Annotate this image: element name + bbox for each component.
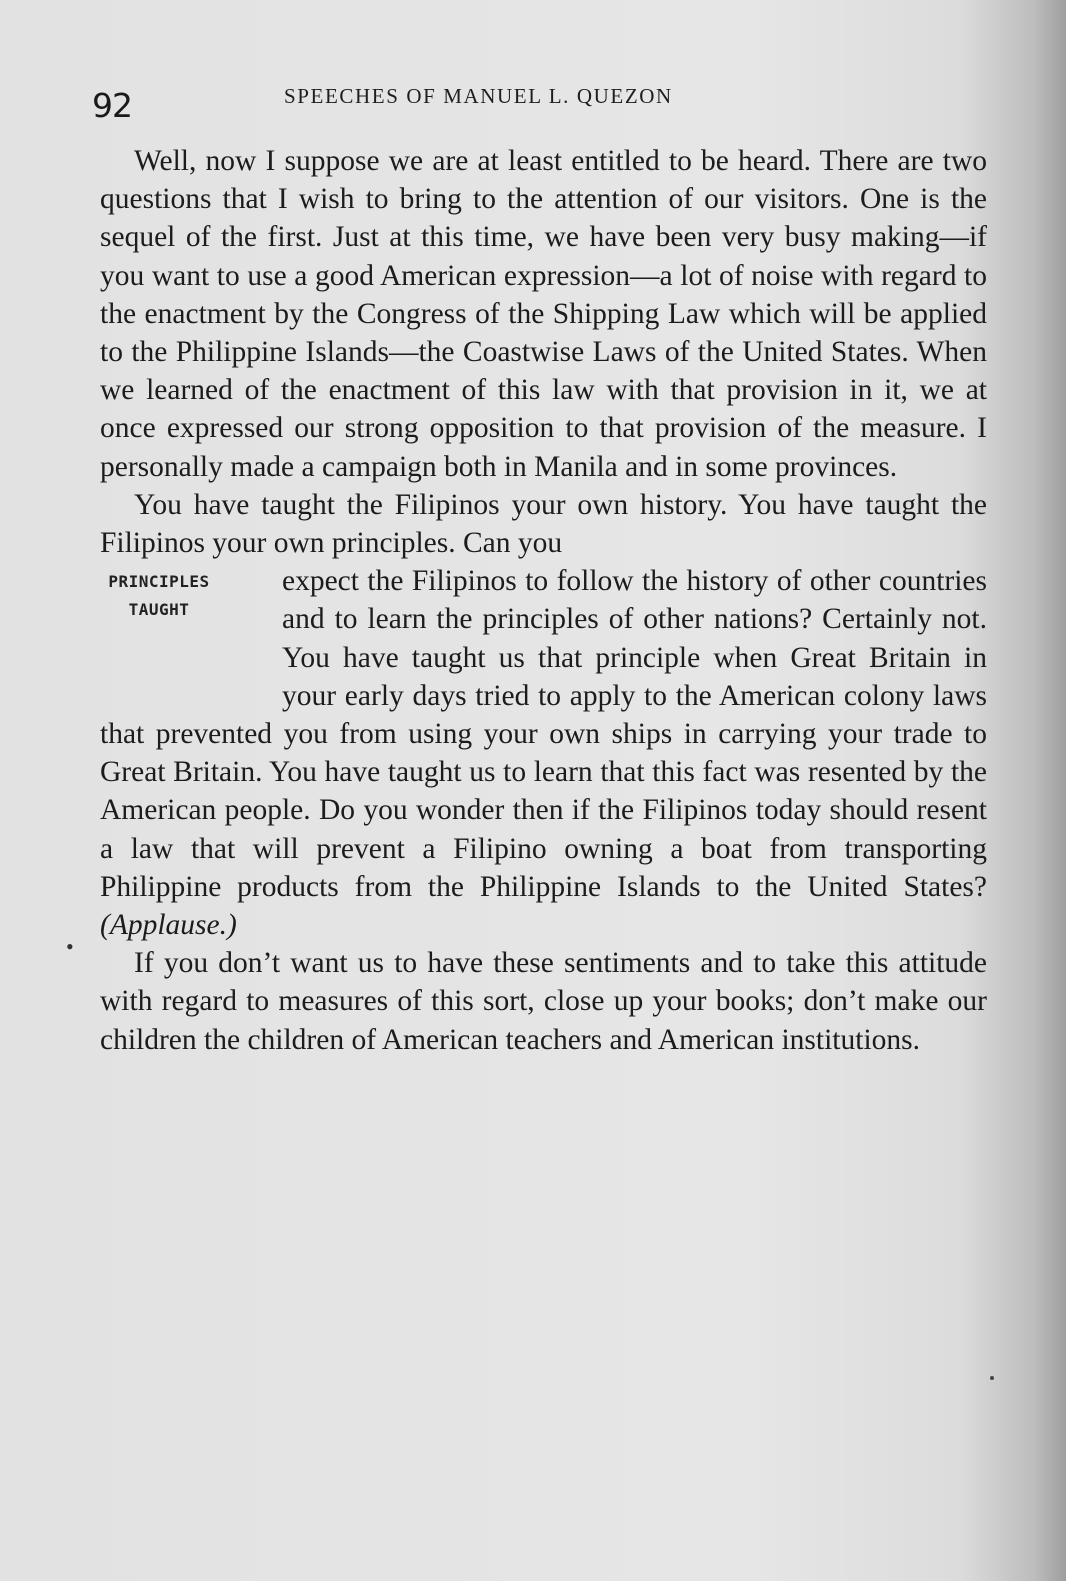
page-header (92, 82, 992, 132)
body-text (100, 142, 987, 1059)
sidenote-line-2: TAUGHT (128, 600, 190, 620)
paragraph-2-body: expect the Filipinos to follow the history of other countries and to learn the principles of other nations? Certainly not. You have taught us that principle when Great Britain in your early days tried to apply to the American colony laws that prevented you from using your own ships in carrying your trade to Great Britain. You have taught us to learn that this fact was resented by the American people. Do you wonder then if the Filipinos today should resent a law that will prevent a Filipino owning a boat from transporting Philippine products from the Philippine Islands to the United States? (100, 565, 987, 903)
sidenote-line-1: PRINCIPLES (108, 572, 210, 592)
paragraph-3: If you don’t want us to have these sentiments and to take this attitude with regard to measures of this sort, close up your books; don’t make our children the children of American teachers and American institutions. (100, 947, 987, 1056)
paragraph-2-lead: You have taught the Filipinos your own history. You have taught the Filipinos your own principles. Can you (100, 488, 987, 560)
ink-speck (990, 1376, 994, 1380)
running-head: SPEECHES OF MANUEL L. QUEZON (284, 84, 673, 108)
applause-note: (Applause.) (100, 909, 237, 942)
page-number: 92 (92, 86, 132, 125)
margin-sidenote (66, 568, 252, 682)
paragraph-2 (100, 486, 987, 944)
paragraph-1: Well, now I suppose we are at least entitled to be heard. There are two questions that I wish to bring to the attention of our visitors. One is the sequel of the first. Just at this time, we have been very busy making—if you want to use a good American expression—a lot of noise with regard to the enactment by the Congress of the Shipping Law which will be applied to the Philippine Islands—the Coastwise Laws of the United States. When we learned of the enactment of this law with that provision in it, we at once expressed our strong opposition to that provision of the measure. I personally made a campaign both in Manila and in some provinces. (100, 145, 987, 483)
margin-mark: • (66, 934, 74, 959)
